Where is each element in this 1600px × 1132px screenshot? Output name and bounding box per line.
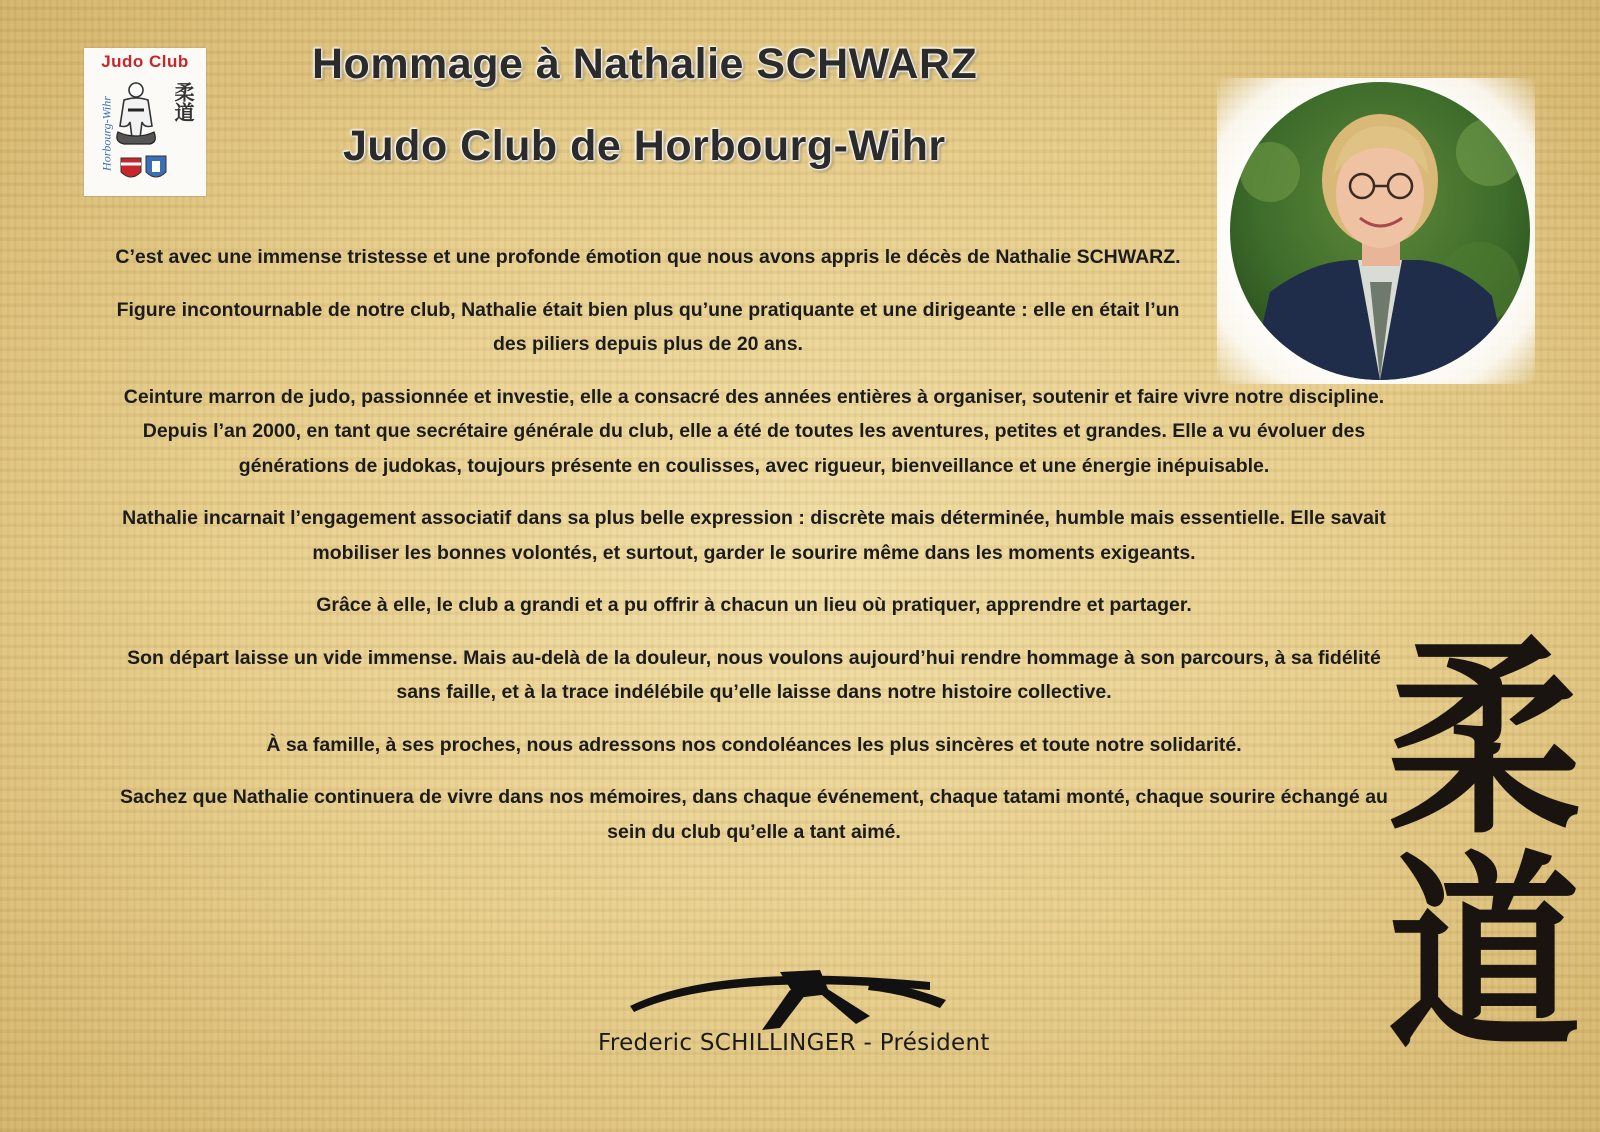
judo-calligraphy: [1387, 616, 1581, 1078]
paragraph-8: Sachez que Nathalie continuera de vivre dans nos mémoires, dans chaque événement, chaque tatami monté, chaque sourire échangé au sein du club qu’elle a tant aimé.: [120, 786, 1388, 843]
logo-kanji: 柔道: [171, 82, 195, 122]
logo-town-name: Horbourg-Wihr: [99, 96, 114, 171]
paragraph-1: C’est avec une immense tristesse et une profonde émotion que nous avons appris le décès de Nathalie SCHWARZ.: [115, 246, 1181, 268]
kanji-do: 道: [1387, 831, 1581, 1078]
logo-title: Judo Club: [101, 52, 189, 71]
tribute-text: [108, 240, 1400, 867]
paragraph-5: Grâce à elle, le club a grandi et a pu offrir à chacun un lieu où pratiquer, apprendre et partager.: [316, 594, 1192, 616]
page-subtitle: Judo Club de Horbourg-Wihr: [343, 122, 946, 170]
paragraph-7: À sa famille, à ses proches, nous adressons nos condoléances les plus sincères et toute notre solidarité.: [266, 733, 1242, 756]
kanji-ju: 柔: [1387, 616, 1581, 863]
paragraph-3: Ceinture marron de judo, passionnée et investie, elle a consacré des années entières à organiser, soutenir et faire vivre notre discipline. Depuis l’an 2000, en tant que secrétaire générale du club, elle a été de toutes les aventures, petites et grandes. Elle a vu évoluer des générations de judokas, toujours présente en coulisses, avec rigueur, bienveillance et une énergie inépuisable.: [123, 385, 1385, 477]
president-signature: Frederic SCHILLINGER - Président: [598, 1030, 990, 1056]
paragraph-6: Son départ laisse un vide immense. Mais au-delà de la douleur, nous voulons aujourd’hui rendre hommage à son parcours, à sa fidélité sans faille, et à la trace indélébile qu’elle laisse dans notre histoire collective.: [127, 646, 1381, 703]
page-title: Hommage à Nathalie SCHWARZ: [312, 40, 978, 88]
club-logo: [84, 48, 206, 196]
paragraph-2: Figure incontournable de notre club, Nathalie était bien plus qu’une pratiquante et une dirigeante : elle en était l’un des piliers depuis plus de 20 ans.: [116, 298, 1180, 355]
black-belt-icon: [630, 960, 950, 1030]
paragraph-4: Nathalie incarnait l’engagement associatif dans sa plus belle expression : discrète mais déterminée, humble mais essentielle. Elle savait mobiliser les bonnes volontés, et surtout, garder le sourire même dans les moments exigeants.: [122, 507, 1386, 564]
